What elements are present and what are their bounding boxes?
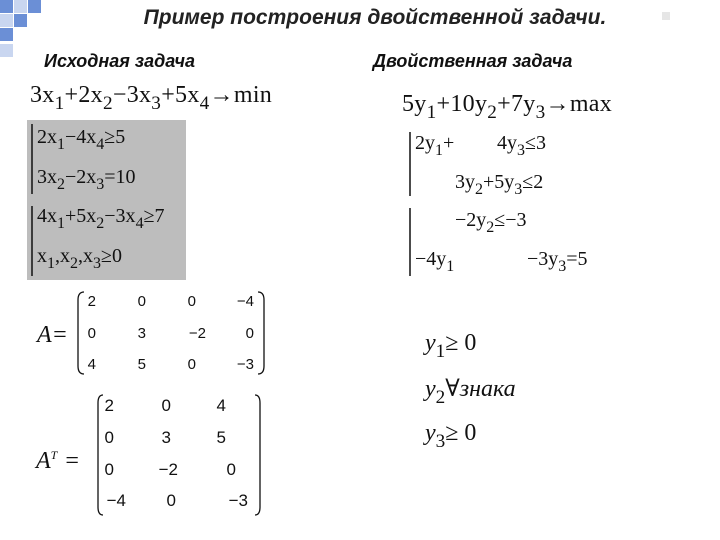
- dual-sign-y2: $y_2\forall знака$: [425, 376, 516, 409]
- matrix-a-cell: 0: [187, 293, 196, 310]
- matrix-at-cell: −3: [228, 491, 248, 510]
- primal-constraint-3: $4x_1+5x_2-3x_4\ge 7$: [37, 205, 165, 233]
- matrix-at-cell: 0: [226, 460, 236, 479]
- dual-sign-y1: $y_1\ge 0$: [425, 330, 477, 363]
- dual-sign-y3: $y_3\ge 0$: [425, 420, 477, 453]
- matrix-a-cell: 3: [137, 325, 146, 342]
- matrix-at-cell: 4: [216, 396, 226, 415]
- matrix-at-cell: 0: [166, 491, 176, 510]
- primal-constraint-1: $2x_1-4x_4\ge 5$: [37, 126, 126, 154]
- matrix-a-cell: −3: [236, 356, 254, 373]
- matrix-a-cell: −2: [188, 325, 206, 342]
- primal-constraint-2: $3x_2-2x_3=10$: [37, 166, 136, 194]
- matrix-a-cell: 0: [87, 325, 96, 342]
- matrix-a-cell: 0: [245, 325, 254, 342]
- dual-constraint-4a: $-4y_1$: [415, 248, 455, 276]
- primal-objective: $3x_1+2x_2-3x_3+5x_4\to\min$: [30, 82, 273, 115]
- primal-header: Исходная задача: [44, 51, 196, 71]
- matrix-at-cell: 0: [104, 460, 114, 479]
- slide-title: Пример построения двойственной задачи.: [143, 6, 607, 29]
- primal-constraint-4: $x_1,x_2,x_3\ge 0$: [37, 245, 122, 273]
- dual-objective: $5y_1+10y_2+7y_3\to\max$: [402, 91, 613, 124]
- matrix-a-cell: −4: [236, 293, 254, 310]
- matrix-at-cell: 0: [104, 428, 114, 447]
- matrix-at-cell: 2: [104, 396, 114, 415]
- matrix-a-label: A=: [37, 322, 68, 348]
- matrix-a-cell: 4: [87, 356, 96, 373]
- dual-constraint-1a: $2y_1+$: [415, 132, 455, 160]
- matrix-at-cell: 3: [161, 428, 171, 447]
- matrix-at-cell: 5: [216, 428, 226, 447]
- dual-constraint-1b: $4y_3\le 3$: [497, 132, 546, 160]
- dual-constraint-4b: $-3y_3=5$: [527, 248, 588, 276]
- matrix-a-cell: 0: [137, 293, 146, 310]
- matrix-at-cell: −4: [106, 491, 126, 510]
- matrix-at-label: $A^T$ =: [36, 448, 79, 474]
- dual-header: Двойственная задача: [373, 51, 573, 71]
- matrix-at-cell: −2: [158, 460, 178, 479]
- matrix-a-cell: 2: [87, 293, 96, 310]
- dual-constraint-3: $-2y_2\le-3$: [455, 209, 527, 237]
- dual-constraint-2: $3y_2+5y_3\le 2$: [455, 171, 544, 199]
- matrix-at-cell: 0: [161, 396, 171, 415]
- matrix-a-cell: 5: [137, 356, 146, 373]
- matrix-a-cell: 0: [187, 356, 196, 373]
